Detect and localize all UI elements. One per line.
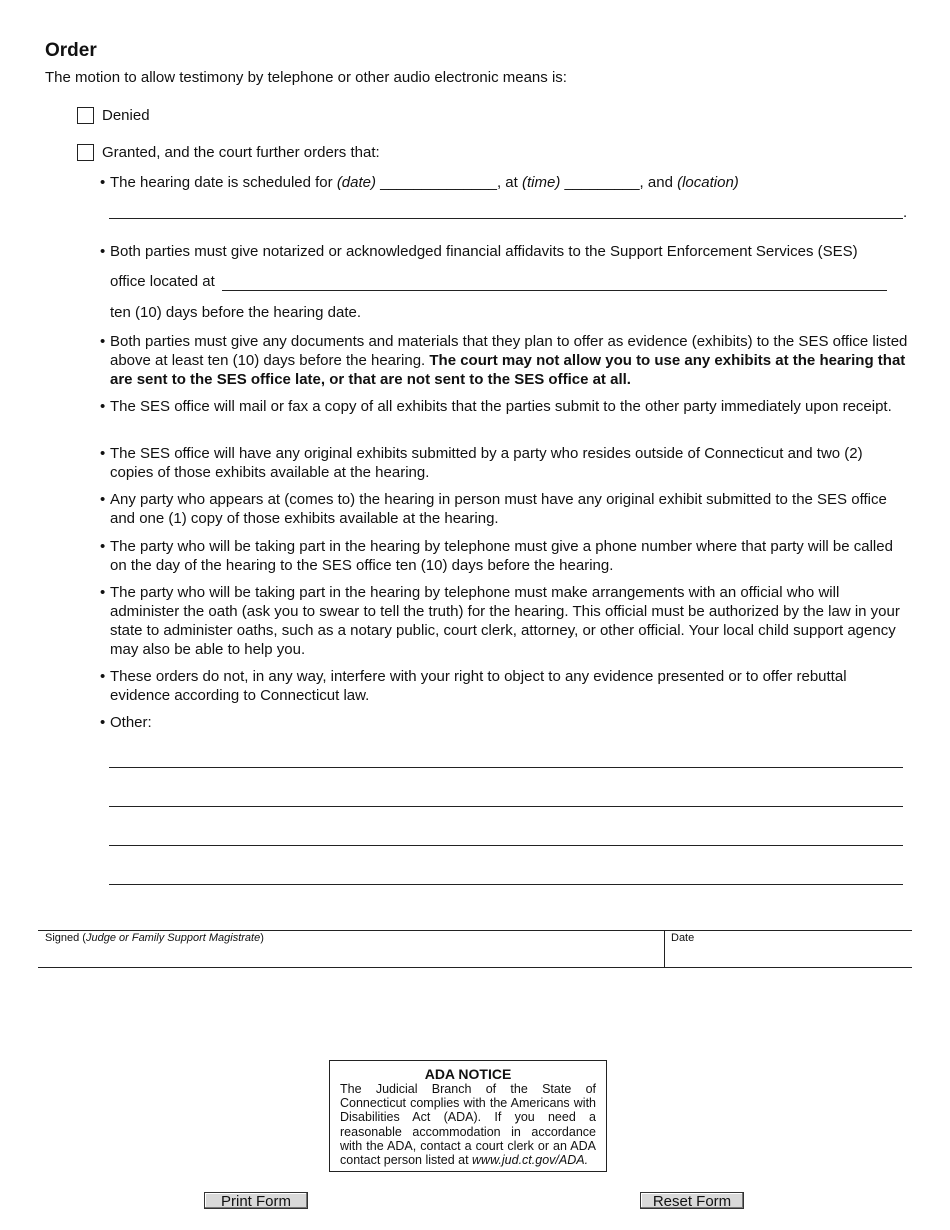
signed-role: Judge or Family Support Magistrate (85, 932, 261, 944)
bullet: • (100, 445, 106, 462)
hearing-text: The hearing date is scheduled for (110, 174, 337, 191)
office-label: office located at (110, 273, 215, 290)
order-text: The party who will be taking part in the hearing by telephone must make arrangements with an official who will administer the oath (ask you to swear to tell the truth) for the hearing. This official must be authorized by the law in your state to administer oaths, such as a notary public, court clerk, attorney, or other official. Your local child support agency may also be able to help you. (110, 584, 900, 658)
order-text: The SES office will mail or fax a copy of all exhibits that the parties submit to the other party immediately upon receipt. (110, 398, 892, 415)
page-title: Order (45, 40, 97, 61)
affidavits-text: Both parties must give notarized or acknowledged financial affidavits to the Support Enforcement Services (SES) (110, 243, 858, 260)
other-line[interactable] (109, 845, 903, 846)
exhibits-item (100, 332, 910, 389)
order-text: The party who will be taking part in the hearing by telephone must give a phone number where that party will be called on the day of the hearing to the SES office ten (10) days before the hearing. (110, 538, 893, 574)
order-text: Any party who appears at (comes to) the hearing in person must have any original exhibit submitted to the SES office and one (1) copy of those exhibits available at the hearing. (110, 491, 887, 527)
intro-text: The motion to allow testimony by telephone or other audio electronic means is: (45, 69, 567, 86)
signature-divider (664, 930, 665, 968)
reset-form-button[interactable]: Reset Form (640, 1192, 744, 1209)
order-item (100, 444, 910, 482)
other-item (100, 713, 910, 732)
date-blank[interactable]: ______________, at (376, 174, 522, 191)
print-form-button[interactable]: Print Form (204, 1192, 308, 1209)
granted-checkbox[interactable] (77, 144, 94, 161)
granted-label: Granted, and the court further orders that: (102, 144, 380, 161)
ada-text (340, 1082, 596, 1167)
signed-label: Signed ( (45, 932, 86, 944)
hearing-date-item (100, 173, 910, 192)
time-blank[interactable]: _________, and (560, 174, 678, 191)
exhibits-warning: The court may not allow you to use any exhibits at the hearing that are sent to the SES office late, or that are not sent to the SES office at all. (110, 352, 906, 388)
order-item (100, 583, 910, 659)
other-label: Other: (110, 714, 152, 731)
exhibits-text: Both parties must give any documents and materials that they plan to offer as evidence (exhibits) to the SES office listed above at least ten (10) days before the hearing. (110, 333, 908, 369)
bullet: • (100, 584, 106, 601)
bullet: • (100, 491, 106, 508)
location-line-end: . (903, 204, 908, 221)
denied-option[interactable] (77, 107, 150, 124)
bullet: • (100, 398, 106, 415)
time-label: (time) (521, 174, 561, 191)
ada-notice (329, 1060, 607, 1172)
location-label: (location) (677, 174, 739, 191)
other-line[interactable] (109, 884, 903, 885)
order-item (100, 537, 910, 575)
date-label: (date) (336, 174, 376, 191)
bullet: • (100, 538, 106, 555)
granted-option[interactable] (77, 144, 380, 161)
affidavits-deadline: ten (10) days before the hearing date. (110, 304, 362, 321)
ada-link[interactable]: www.jud.ct.gov/ADA. (472, 1153, 589, 1168)
affidavits-item (100, 242, 910, 261)
bullet: • (100, 243, 106, 260)
office-line[interactable] (222, 290, 887, 291)
ada-body: The Judicial Branch of the State of Connecticut complies with the Americans with Disabilities Act (ADA). If you need a reasonable accommodation in accordance with the ADA, contact a court clerk or an ADA contact person listed at (340, 1082, 596, 1168)
bullet: • (100, 333, 106, 350)
bullet: • (100, 174, 106, 191)
order-text: The SES office will have any original exhibits submitted by a party who resides outside of Connecticut and two (2) copies of those exhibits available at the hearing. (110, 445, 863, 481)
order-item (100, 490, 910, 528)
other-line[interactable] (109, 767, 903, 768)
date-field[interactable]: Date (671, 932, 695, 944)
other-line[interactable] (109, 806, 903, 807)
order-item (100, 667, 910, 705)
order-text: These orders do not, in any way, interfere with your right to object to any evidence presented or to offer rebuttal evidence according to Connecticut law. (110, 668, 847, 704)
denied-checkbox[interactable] (77, 107, 94, 124)
signed-label-end: ) (260, 932, 264, 944)
location-line[interactable] (109, 218, 903, 219)
signature-top-rule (38, 930, 912, 931)
order-item (100, 397, 910, 416)
bullet: • (100, 714, 106, 731)
ada-title: ADA NOTICE (424, 1066, 512, 1082)
signature-field[interactable] (45, 932, 264, 944)
bullet: • (100, 668, 106, 685)
signature-bottom-rule (38, 967, 912, 968)
denied-label: Denied (102, 107, 150, 124)
